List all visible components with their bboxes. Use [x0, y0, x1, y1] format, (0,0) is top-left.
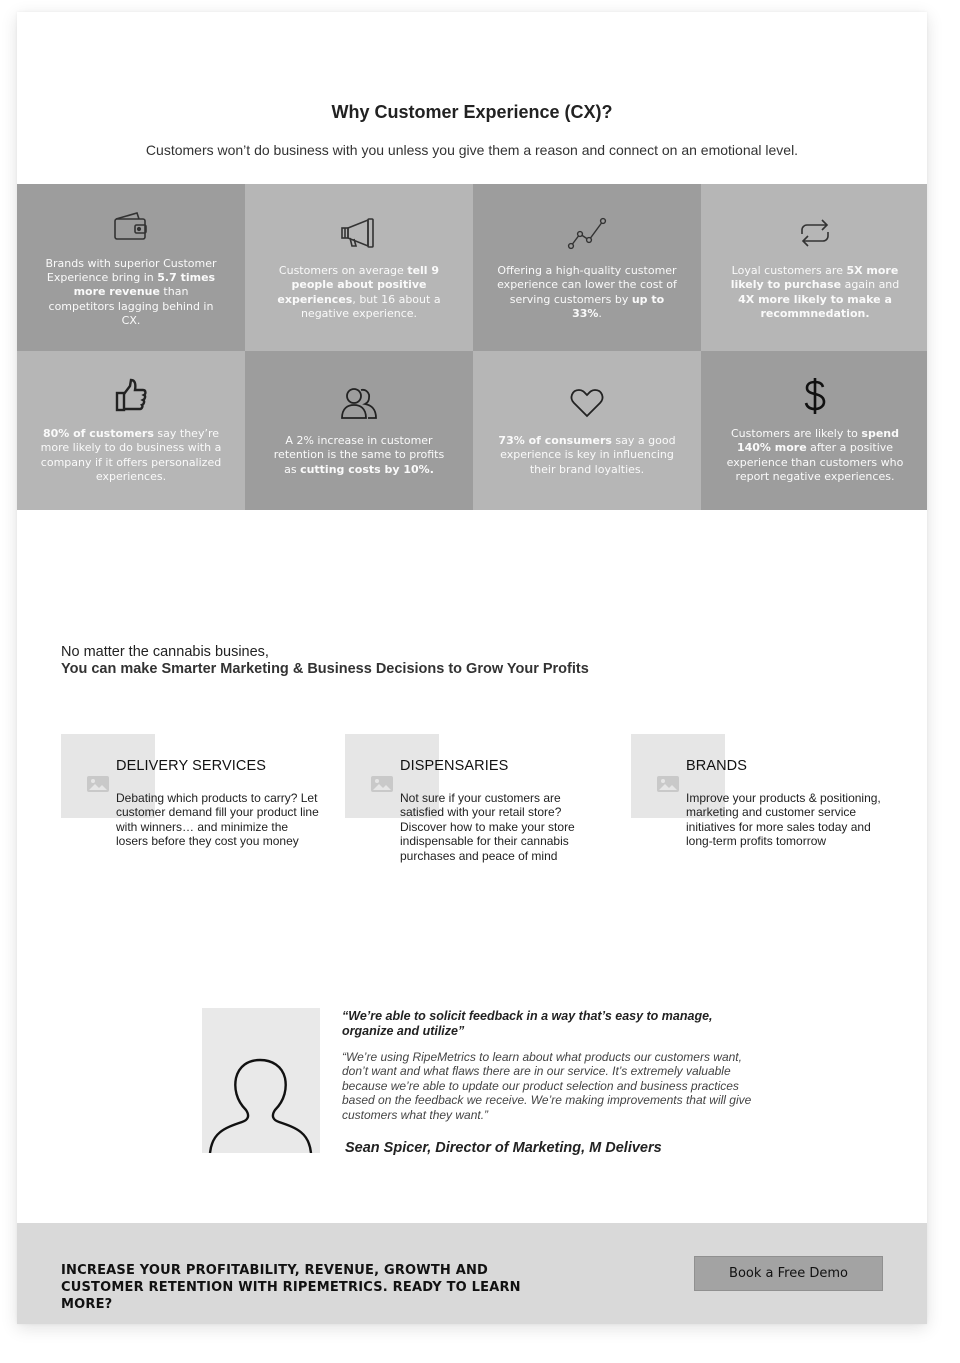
stat-card: [17, 184, 245, 351]
repeat-icon: [797, 214, 833, 252]
service-brands: [631, 734, 891, 884]
service-text: Improve your products & positioning, marketing and customer service initiatives for more sales today and long-term profits tomorrow: [686, 791, 881, 849]
stat-text: A 2% increase in customer retention is the same to profits as cutting costs by 10%.: [273, 434, 445, 476]
line-chart-icon: [567, 214, 607, 252]
stat-highlight: tell 9 people about positive experiences: [277, 264, 440, 306]
stat-card: [473, 184, 701, 351]
wallet-icon: [113, 207, 149, 245]
cta-text: INCREASE YOUR PROFITABILITY, REVENUE, GROWTH AND CUSTOMER RETENTION WITH RIPEMETRICS. READY TO LEARN MORE?: [61, 1263, 521, 1312]
stat-highlight: 5X more likely to purchase: [730, 264, 899, 292]
page-container: [17, 12, 927, 1324]
cta-banner: [17, 1223, 927, 1324]
stat-highlight: 5.7 times more revenue: [73, 271, 216, 299]
section-title: Why Customer Experience (CX)?: [331, 102, 613, 122]
stat-card: [245, 184, 473, 351]
stats-grid: [17, 184, 927, 510]
service-text: Not sure if your customers are satisfied with your retail store? Discover how to make your store indispensable for their cannabis purchases and peace of mind: [400, 791, 575, 863]
stat-text: Brands with superior Customer Experience bring in 5.7 times more revenue than competitors lagging behind in CX.: [45, 256, 217, 327]
megaphone-icon: [340, 214, 378, 252]
stat-text: Offering a high-quality customer experience can lower the cost of serving customers by up to 33%.: [497, 264, 677, 320]
stat-highlight: 73% of consumers: [498, 434, 612, 448]
service-title: DELIVERY SERVICES: [116, 758, 266, 774]
pitch-line-2: You can make Smarter Marketing & Business Decisions to Grow Your Profits: [61, 661, 589, 677]
stat-text: Customers are likely to spend 140% more after a positive experience than customers who report negative experiences.: [726, 427, 904, 483]
stat-highlight: up to 33%: [572, 292, 665, 320]
stat-text: Loyal customers are 5X more likely to purchase again and 4X more likely to make a recommnedation.: [730, 264, 900, 320]
stat-highlight: cutting costs by 10%.: [300, 462, 434, 476]
stat-card: [17, 351, 245, 510]
avatar: [202, 1008, 320, 1153]
service-title: DISPENSARIES: [400, 758, 509, 774]
stat-highlight: 80% of customers: [42, 427, 154, 441]
image-icon: [87, 776, 109, 792]
testimonial-author: Sean Spicer, Director of Marketing, M Delivers: [345, 1140, 662, 1156]
stat-card: [473, 351, 701, 510]
stat-highlight: 4X more likely to make a recommnedation.: [738, 292, 892, 320]
stat-card: [701, 184, 927, 351]
stat-text: Customers on average tell 9 people about positive experiences, but 16 about a negative experience.: [277, 264, 441, 320]
pitch-heading: [61, 644, 761, 678]
image-icon: [371, 776, 393, 792]
heart-icon: [569, 384, 605, 422]
testimonial-body: “We’re using RipeMetrics to learn about what products our customers want, don’t want and what flaws there are in our service. It’s extremely valuable because we’re able to update our product selection and business practices based on the feedback we receive. We’re making improvements that will give customers what they want.”: [342, 1050, 752, 1122]
image-icon: [657, 776, 679, 792]
person-icon: [202, 1008, 320, 1153]
users-icon: [340, 384, 378, 422]
stat-text: 80% of customers say they’re more likely to do business with a company if it offers personalized experiences.: [40, 427, 222, 483]
service-title: BRANDS: [686, 758, 748, 774]
thumbs-up-icon: [114, 377, 148, 415]
pitch-line-1: No matter the cannabis busines,: [61, 644, 269, 660]
stat-card: [245, 351, 473, 510]
section-subtitle: Customers won’t do business with you unless you give them a reason and connect on an emotional level.: [145, 142, 799, 158]
stat-text: 73% of consumers say a good experience is key in influencing their brand loyalties.: [498, 434, 676, 476]
stat-highlight: spend 140% more: [736, 427, 899, 455]
book-demo-button[interactable]: Book a Free Demo: [694, 1256, 883, 1291]
service-delivery: [61, 734, 321, 884]
stat-card: [701, 351, 927, 510]
service-text: Debating which products to carry? Let customer demand fill your product line with winners… and minimize the losers before they cost you money: [116, 791, 319, 849]
testimonial-headline: “We’re able to solicit feedback in a way that’s easy to manage, organize and utilize”: [342, 1009, 713, 1038]
dollar-icon: [802, 377, 828, 415]
service-dispensaries: [345, 734, 605, 884]
